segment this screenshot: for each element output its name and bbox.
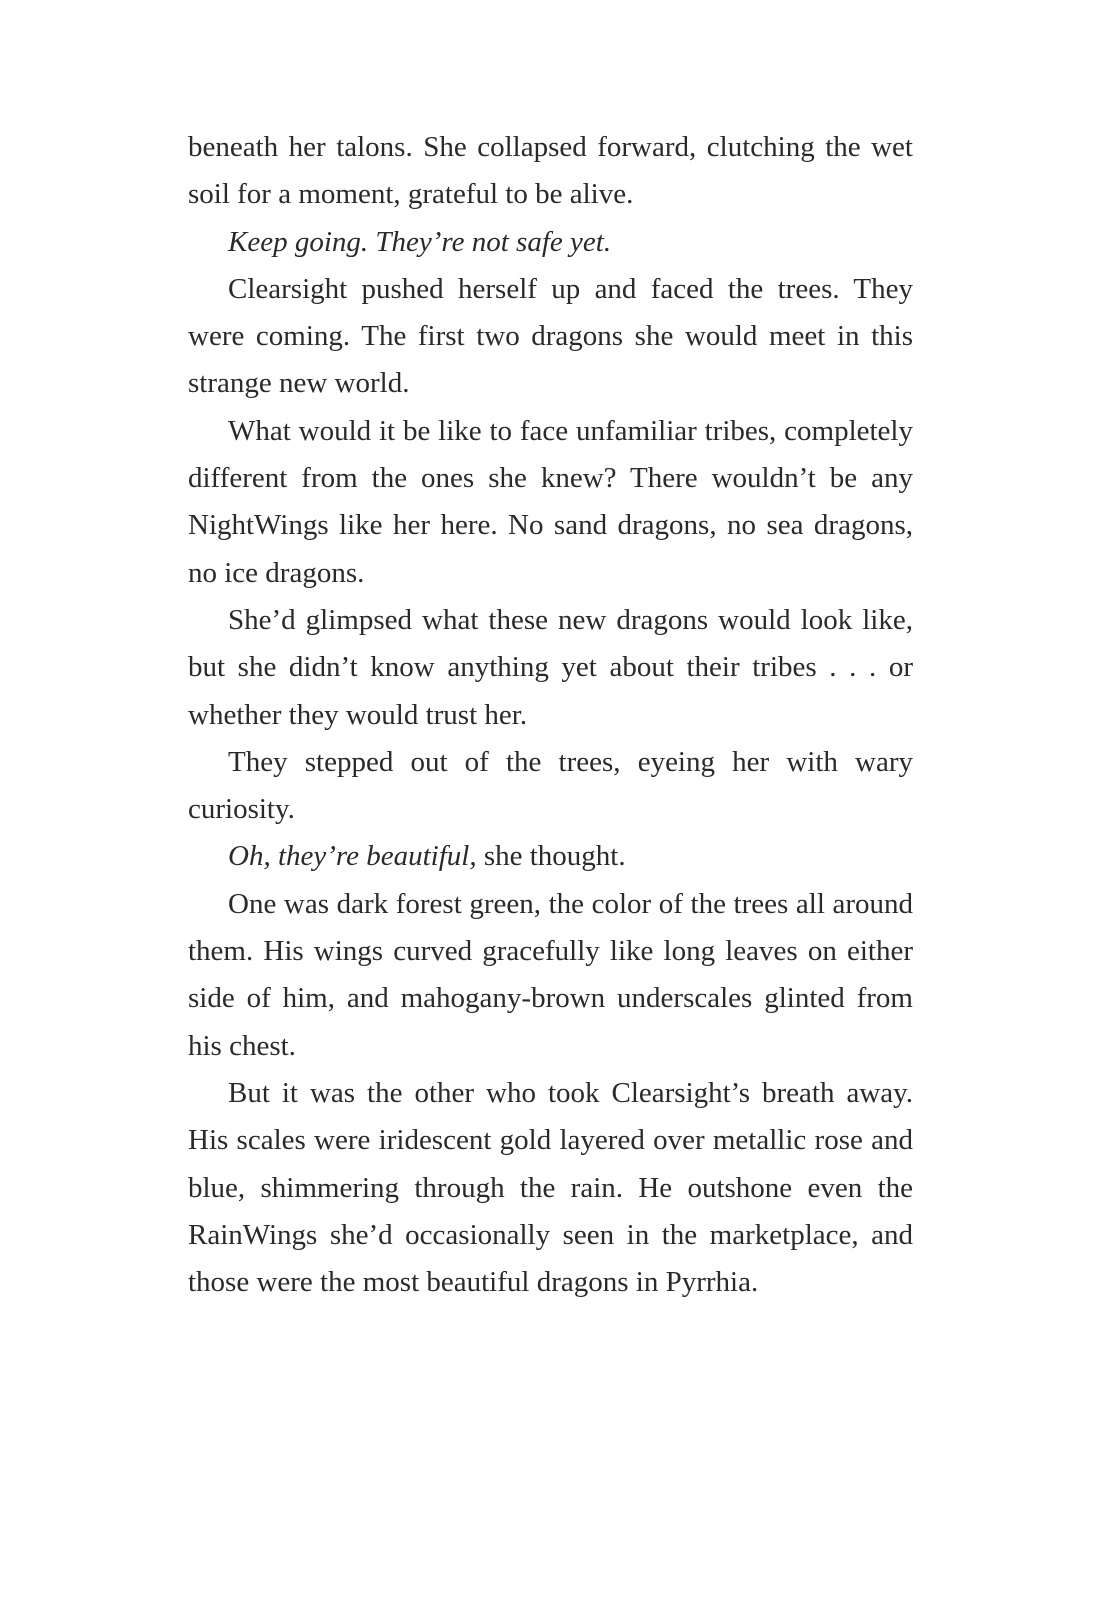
paragraph-8-text: One was dark forest green, the color of the trees all around them. His wings curved gracefully like long leaves on either side of him, and mahogany-brown underscales glinted from his chest. [188,887,913,1062]
paragraph-9 [188,1070,913,1306]
paragraph-3-text: Clearsight pushed herself up and faced the trees. They were coming. The first two dragons she would meet in this strange new world. [188,272,913,400]
paragraph-4-text: What would it be like to face unfamiliar tribes, completely different from the ones she knew? There wouldn’t be any NightWings like her here. No sand dragons, no sea dragons, no ice dragons. [188,414,913,589]
paragraph-1 [188,124,913,219]
paragraph-6-text: They stepped out of the trees, eyeing her with wary curiosity. [188,745,913,826]
book-page [188,124,913,1306]
paragraph-6 [188,739,913,834]
paragraph-7-text: she thought. [476,840,626,873]
paragraph-7-italic-text: Oh, they’re beautiful, [228,840,477,873]
paragraph-5-text: She’d glimpsed what these new dragons would look like, but she didn’t know anything yet about their tribes . . . or whether they would trust her. [188,603,913,731]
paragraph-3 [188,266,913,408]
paragraph-2-italic-text: Keep going. They’re not safe yet. [228,225,612,258]
paragraph-8 [188,881,913,1070]
paragraph-5 [188,597,913,739]
paragraph-2 [188,219,913,266]
paragraph-4 [188,408,913,597]
paragraph-7 [188,833,913,880]
paragraph-1-text: beneath her talons. She collapsed forward, clutching the wet soil for a moment, grateful to be alive. [188,131,913,211]
paragraph-9-text: But it was the other who took Clearsight’s breath away. His scales were iridescent gold layered over metallic rose and blue, shimmering through the rain. He outshone even the RainWings she’d occasionally seen in the marketplace, and those were the most beautiful dragons in Pyrrhia. [188,1076,913,1299]
